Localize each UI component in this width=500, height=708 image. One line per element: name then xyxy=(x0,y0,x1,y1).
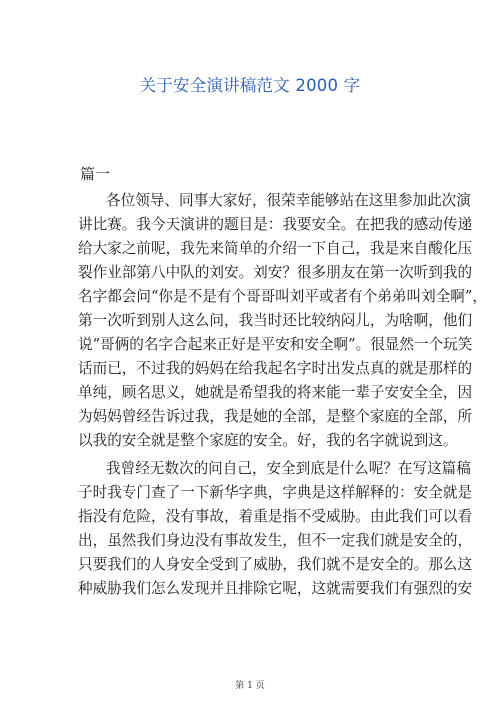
text-line: 给大家之前呢，我先来简单的介绍一下自己，我是来自酸化压 xyxy=(78,240,473,257)
document-title: 关于安全演讲稿范文 2000 字 xyxy=(139,76,361,95)
page-number: 第 1 页 xyxy=(235,681,265,691)
text-line: 为妈妈曾经告诉过我，我是她的全部，是整个家庭的全部，所 xyxy=(78,408,473,425)
text-line: 单纯，顾名思义，她就是希望我的将来能一辈子安安全全，因 xyxy=(78,384,473,401)
text-line: 只要我们的人身安全受到了威胁，我们就不是安全的。那么这 xyxy=(78,556,473,573)
section-label: 篇一 xyxy=(80,165,111,183)
text-line: 各位领导、同事大家好，很荣幸能够站在这里参加此次演 xyxy=(106,192,471,209)
text-line: 指没有危险，没有事故，着重是指不受威胁。由此我们可以看 xyxy=(78,508,473,525)
text-line: 以我的安全就是整个家庭的安全。好，我的名字就说到这。 xyxy=(78,432,458,449)
text-line: 子时我专门查了一下新华字典，字典是这样解释的：安全就是 xyxy=(78,484,473,501)
text-line: 说“哥俩的名字合起来正好是平安和安全啊”。很显然一个玩笑 xyxy=(78,336,473,353)
text-line: 话而已，不过我的妈妈在给我起名字时出发点真的就是那样的 xyxy=(78,360,473,377)
text-line: 第一次听到别人这么问，我当时还比较纳闷儿，为啥啊，他们 xyxy=(78,312,473,329)
text-line: 种威胁我们怎么发现并且排除它呢，这就需要我们有强烈的安 xyxy=(78,580,473,597)
text-line: 讲比赛。我今天演讲的题目是：我要安全。在把我的感动传递 xyxy=(78,216,473,233)
text-line: 我曾经无数次的问自己，安全到底是什么呢？在写这篇稿 xyxy=(106,460,471,477)
text-line: 名字都会问“你是不是有个哥哥叫刘平或者有个弟弟叫刘全啊”， xyxy=(78,288,487,305)
text-line: 出，虽然我们身边没有事故发生，但不一定我们就是安全的， xyxy=(78,532,473,549)
text-line: 裂作业部第八中队的刘安。刘安？很多朋友在第一次听到我的 xyxy=(78,264,473,281)
